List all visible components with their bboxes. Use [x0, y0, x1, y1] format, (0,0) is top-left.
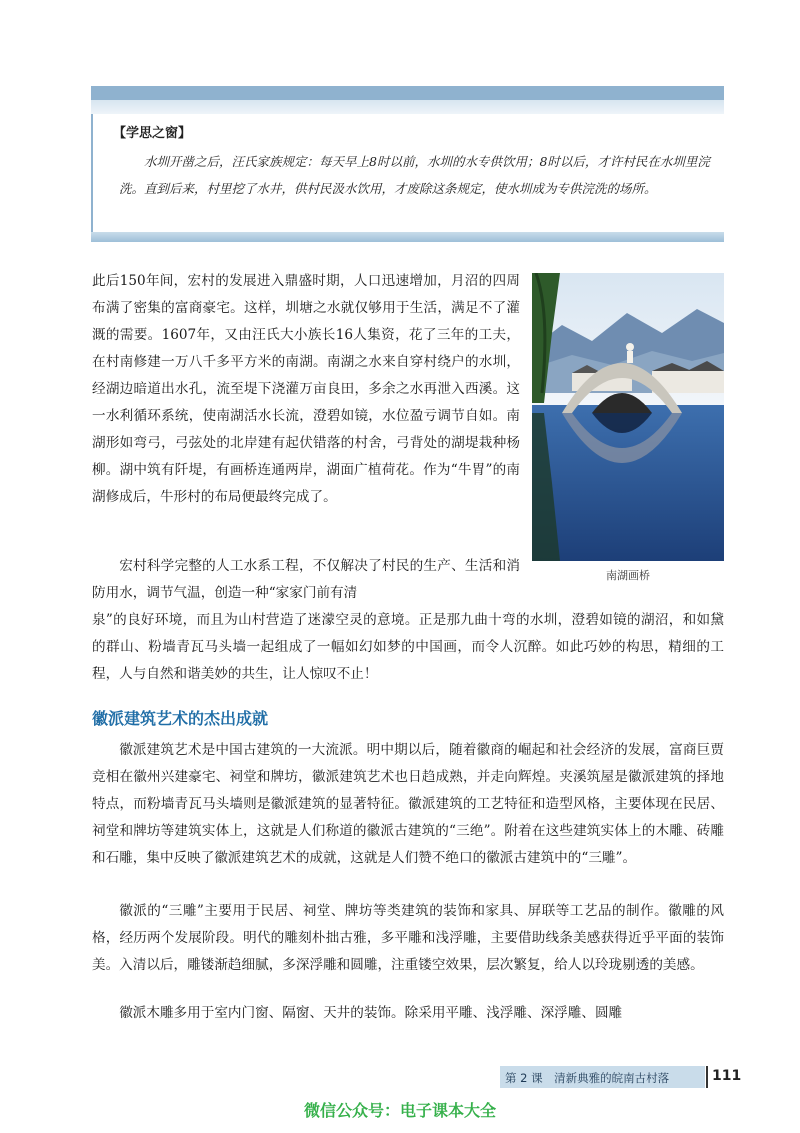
thinking-window-box [91, 86, 724, 242]
box-left-edge [91, 114, 93, 232]
paragraph: 宏村科学完整的人工水系工程，不仅解决了村民的生产、生活和消防用水，调节气温，创造一种“家家门前有清 [92, 558, 520, 601]
footer-lesson-title: 第 2 课 清新典雅的皖南古村落 [505, 1071, 670, 1085]
nanhu-bridge-photo [532, 273, 724, 561]
watermark: 微信公众号：电子课本大全 [303, 1101, 496, 1120]
footer-separator [706, 1066, 708, 1088]
paragraph: 此后150年间，宏村的发展进入鼎盛时期，人口迅速增加，月沼的四周布满了密集的富商豪宅。这样，圳塘之水就仅够用于生活，满足不了灌溉的需要。1607年，又由汪氏大小族长16人集资，花了三年的工夫，在村南修建一万八千多平方米的南湖。南湖之水来自穿村绕户的水圳，经湖边暗道出水孔，流至堤下浇灌万亩良田，多余之水再泄入西溪。这一水利循环系统，使南湖活水长流，澄碧如镜，水位盈亏调节自如。南湖形如弯弓，弓弦处的北岸建有起伏错落的村舍，弓背处的湖堤栽种杨柳。湖中筑有阡堤，有画桥连通两岸，湖面广植荷花。作为“牛胃”的南湖修成后，牛形村的布局便最终完成了。 [92, 273, 520, 505]
box-text: 水圳开凿之后，汪氏家族规定：每天早上8时以前，水圳的水专供饮用；8时以后，才许村民在水圳里浣洗。直到后来，村里挖了水井，供村民汲水饮用，才废除这条规定，使水圳成为专供浣洗的场所。 [119, 154, 710, 196]
paragraph: 徽派的“三雕”主要用于民居、祠堂、牌坊等类建筑的装饰和家具、屏联等工艺品的制作。徽雕的风格，经历两个发展阶段。明代的雕刻朴拙古雅，多平雕和浅浮雕，主要借助线条美感获得近乎平面的装饰美。入清以后，雕镂渐趋细腻，多深浮雕和圆雕，注重镂空效果，层次繁复，给人以玲珑剔透的美感。 [92, 903, 724, 973]
paragraph: 徽派木雕多用于室内门窗、隔窗、天井的装饰。除采用平雕、浅浮雕、深浮雕、圆雕 [119, 1005, 623, 1021]
page-number: 111 [712, 1068, 742, 1084]
box-bottom-bar [91, 232, 724, 242]
section-title: 徽派建筑艺术的杰出成就 [92, 709, 269, 728]
photo-illustration [532, 273, 724, 561]
box-title: 【学思之窗】 [113, 126, 192, 141]
photo-caption: 南湖画桥 [606, 569, 650, 582]
paragraph-continued: 泉”的良好环境，而且为山村营造了迷濛空灵的意境。正是那九曲十弯的水圳，澄碧如镜的湖沼，和如黛的群山、粉墙青瓦马头墙一起组成了一幅如幻如梦的中国画，而令人沉醉。如此巧妙的构思，精细的工程，人与自然和谐美妙的共生，让人惊叹不止！ [92, 612, 724, 682]
paragraph: 徽派建筑艺术是中国古建筑的一大流派。明中期以后，随着徽商的崛起和社会经济的发展，富商巨贾竞相在徽州兴建豪宅、祠堂和牌坊，徽派建筑艺术也日趋成熟，并走向辉煌。夹溪筑屋是徽派建筑的择地特点，而粉墙青瓦马头墙则是徽派建筑的显著特征。徽派建筑的工艺特征和造型风格，主要体现在民居、祠堂和牌坊等建筑实体上，这就是人们称道的徽派古建筑的“三绝”。附着在这些建筑实体上的木雕、砖雕和石雕，集中反映了徽派建筑艺术的成就，这就是人们赞不绝口的徽派古建筑中的“三雕”。 [92, 742, 724, 866]
box-top-bar [91, 86, 724, 100]
box-header-band [91, 100, 724, 114]
